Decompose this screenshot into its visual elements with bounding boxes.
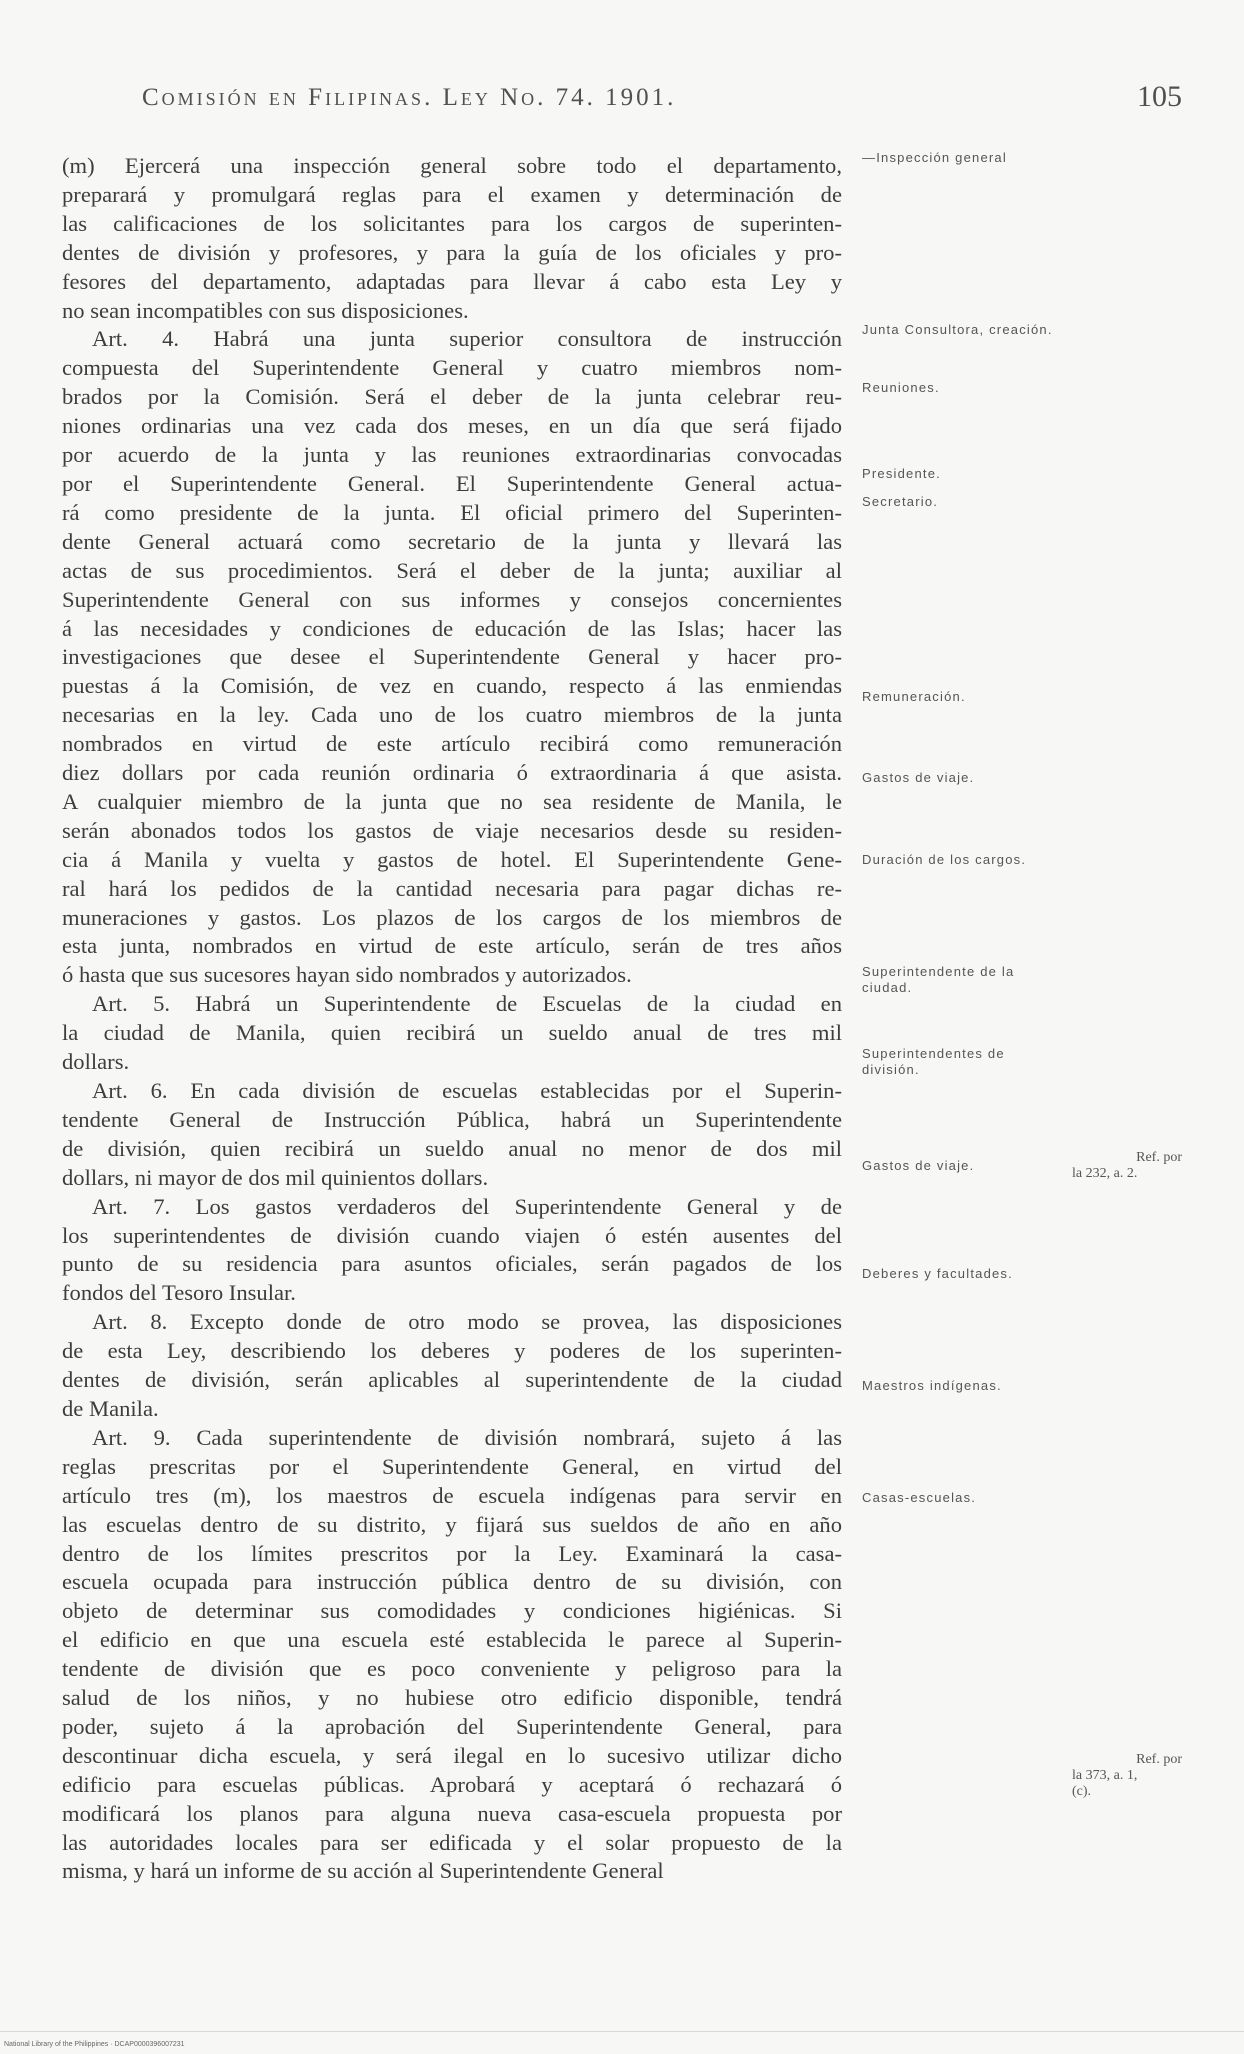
body-line: punto de su residencia para asuntos oficiales, serán pagados de los [62,1251,842,1277]
body-line: (m) Ejercerá una inspección general sobre todo el departamento, [62,153,842,178]
body-line: las escuelas dentro de su distrito, y fijará sus sueldos de año en año [62,1511,842,1537]
reference-line: (c). [1072,1784,1092,1799]
body-line: Art. 5. Habrá un Superintendente de Escuelas de la ciudad en [92,991,842,1017]
body-line: la ciudad de Manila, quien recibirá un sueldo anual de tres mil [62,1020,842,1046]
body-line: Art. 6. En cada división de escuelas establecidas por el Superin- [92,1078,842,1103]
body-line: investigaciones que desee el Superintendente General y hacer pro- [62,644,842,670]
body-line: diez dollars por cada reunión ordinaria ó extraordinaria á que asista. [62,760,842,786]
page-header [142,80,1182,128]
margin-note-secretario: Secretario. [862,494,939,509]
body-line: de Manila. [62,1395,159,1421]
page-number: 105 [1137,80,1182,113]
body-line: brados por la Comisión. Será el deber de la junta celebrar reu- [62,384,842,410]
body-text [62,152,842,1886]
body-line: las autoridades locales para ser edificada y el solar propuesto de la [62,1829,842,1855]
body-line: tendente General de Instrucción Pública, habrá un Superintendente [62,1106,842,1132]
body-line: fesores del departamento, adaptadas para llevar á cabo esta Ley y [62,268,842,294]
body-line: ral hará los pedidos de la cantidad necesaria para pagar dichas re- [62,875,842,901]
reference-line: Ref. por [1136,1752,1182,1767]
body-line: cia á Manila y vuelta y gastos de hotel. El Superintendente Gene- [62,846,842,872]
body-line: esta junta, nombrados en virtud de este artículo, serán de tres años [62,933,842,959]
body-line: muneraciones y gastos. Los plazos de los cargos de los miembros de [62,904,842,930]
margin-note-deberes: Deberes y facultades. [862,1266,1013,1281]
body-line: de esta Ley, describiendo los deberes y poderes de los superinten- [62,1338,842,1364]
body-line: por el Superintendente General. El Superintendente General actua- [62,470,842,496]
body-line: objeto de determinar sus comodidades y condiciones higiénicas. Si [62,1598,842,1624]
body-line: Art. 8. Excepto donde de otro modo se provea, las disposiciones [92,1309,842,1335]
body-line: dentro de los límites prescritos por la Ley. Examinará la casa- [62,1540,842,1566]
body-line: dente General actuará como secretario de la junta y llevará las [62,528,842,554]
body-line: fondos del Tesoro Insular. [62,1280,296,1306]
margin-note-remuneracion: Remuneración. [862,689,966,704]
body-line: rá como presidente de la junta. El oficial primero del Superinten- [62,499,842,525]
body-line: Art. 9. Cada superintendente de división nombrará, sujeto á las [92,1424,842,1450]
margin-note-maestros: Maestros indígenas. [862,1378,1002,1393]
body-line: tendente de división que es poco conveniente y peligroso para la [62,1656,842,1682]
body-line: el edificio en que una escuela esté establecida le parece al Superin- [62,1627,842,1653]
body-line: actas de sus procedimientos. Será el deber de la junta; auxiliar al [62,557,842,583]
reference-line: la 232, a. 2. [1072,1166,1138,1181]
reference-note-1 [1072,1150,1182,1182]
body-line: compuesta del Superintendente General y cuatro miembros nom- [62,355,842,381]
body-line: las calificaciones de los solicitantes para los cargos de superinten- [62,210,842,236]
body-line: á las necesidades y condiciones de educación de las Islas; hacer las [62,615,842,641]
body-line: Art. 4. Habrá una junta superior consultora de instrucción [92,326,842,352]
footer-rule [0,2031,1244,2032]
body-line: serán abonados todos los gastos de viaje necesarios desde su residen- [62,817,842,843]
body-line: dentes de división, serán aplicables al superintendente de la ciudad [62,1367,842,1393]
body-line: reglas prescritas por el Superintendente General, en virtud del [62,1453,842,1479]
body-line: A cualquier miembro de la junta que no sea residente de Manila, le [62,788,842,814]
margin-note-junta: Junta Consultora, creación. [862,322,1053,337]
reference-line: la 373, a. 1, [1072,1768,1138,1783]
body-line: descontinuar dicha escuela, y será ilegal en lo sucesivo utilizar dicho [62,1742,842,1768]
body-line: ó hasta que sus sucesores hayan sido nombrados y autorizados. [62,962,632,988]
body-line: no sean incompatibles con sus disposiciones. [62,297,469,323]
body-line: niones ordinarias una vez cada dos meses, en un día que será fijado [62,413,842,439]
margin-note-superintendentes-division: Superintendentes de división. [862,1046,1005,1077]
margin-note-gastos-viaje: Gastos de viaje. [862,770,975,785]
body-line: poder, sujeto á la aprobación del Superintendente General, para [62,1713,842,1739]
body-line: edificio para escuelas públicas. Aprobará y aceptará ó rechazará ó [62,1771,842,1797]
body-line: necesarias en la ley. Cada uno de los cuatro miembros de la junta [62,702,842,728]
margin-note-duracion: Duración de los cargos. [862,852,1027,867]
body-line: nombrados en virtud de este artículo recibirá como remuneración [62,731,842,757]
reference-note-2 [1072,1752,1182,1800]
body-line: dollars, ni mayor de dos mil quinientos dollars. [62,1164,489,1190]
body-line: misma, y hará un informe de su acción al Superintendente General [62,1858,664,1884]
margin-note-reuniones: Reuniones. [862,380,940,395]
body-line: modificará los planos para alguna nueva casa-escuela propuesta por [62,1800,842,1826]
margin-note-presidente: Presidente. [862,466,941,481]
margin-note-inspeccion: —Inspección general [862,150,1007,165]
body-line: preparará y promulgará reglas para el examen y determinación de [62,181,842,207]
body-line: por acuerdo de la junta y las reuniones extraordinarias convocadas [62,442,842,468]
body-line: de división, quien recibirá un sueldo anual no menor de dos mil [62,1135,842,1161]
reference-line: Ref. por [1136,1150,1182,1165]
body-line: dollars. [62,1049,130,1075]
running-title: Comisión en Filipinas. Ley No. 74. 1901. [142,84,677,111]
margin-note-superintendente-ciudad: Superintendente de la ciudad. [862,964,1015,995]
footer-credit: National Library of the Philippines · DCAP0000396007231 [4,2041,185,2048]
body-line: dentes de división y profesores, y para la guía de los oficiales y pro- [62,239,842,265]
body-line: escuela ocupada para instrucción pública dentro de su división, con [62,1569,842,1595]
body-line: Art. 7. Los gastos verdaderos del Superintendente General y de [92,1193,842,1219]
margin-note-gastos-viaje-2: Gastos de viaje. [862,1158,975,1173]
body-line: puestas á la Comisión, de vez en cuando, respecto á las enmiendas [62,673,842,699]
body-line: salud de los niños, y no hubiese otro edificio disponible, tendrá [62,1685,842,1711]
body-line: Superintendente General con sus informes y consejos concernientes [62,586,842,612]
body-line: los superintendentes de división cuando viajen ó estén ausentes del [62,1222,842,1248]
body-line: artículo tres (m), los maestros de escuela indígenas para servir en [62,1482,842,1508]
margin-note-casas-escuelas: Casas-escuelas. [862,1490,977,1505]
